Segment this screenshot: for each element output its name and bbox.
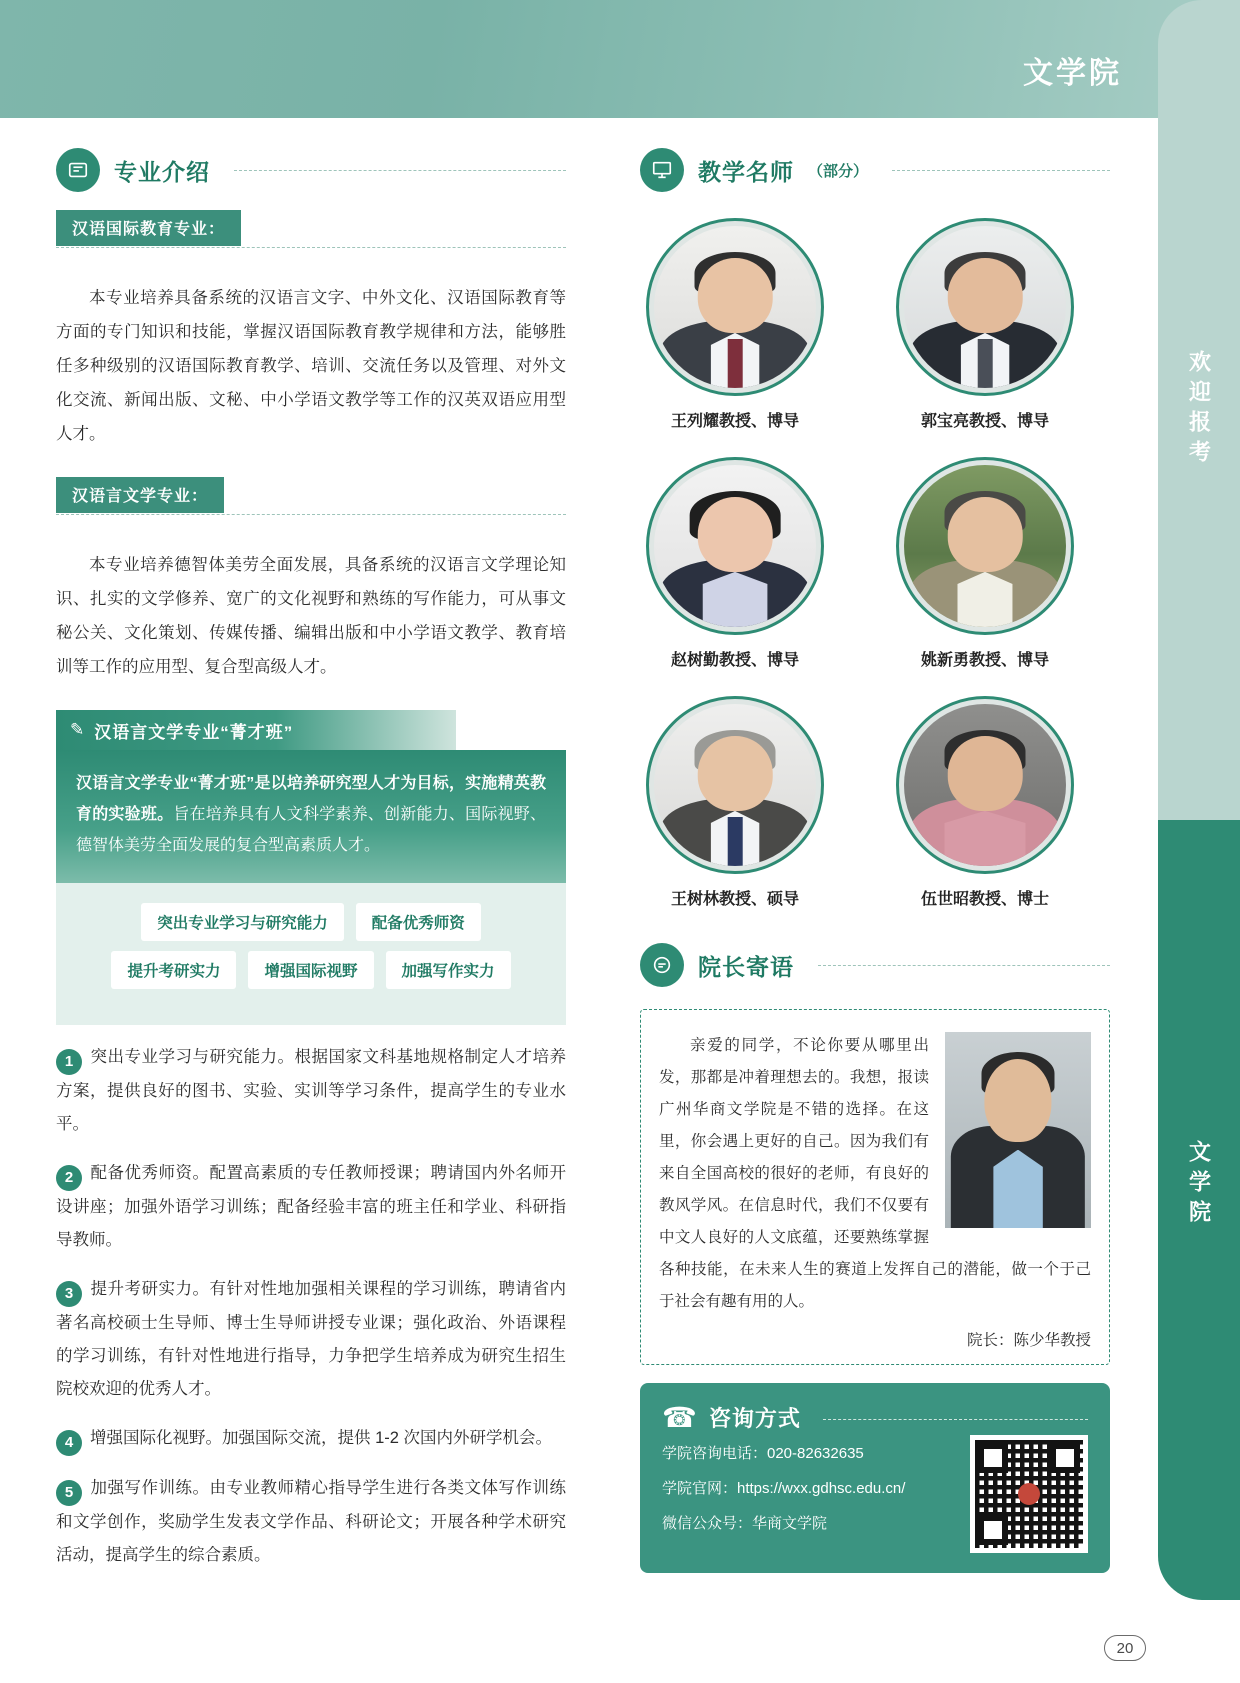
contact-title: 咨询方式 (708, 1406, 801, 1431)
teacher-card (640, 218, 830, 431)
jingcai-header (56, 710, 456, 750)
contact-header (662, 1401, 1088, 1434)
teacher-name: 伍世昭教授、博士 (920, 891, 1049, 908)
header-title: 文学院 (1023, 57, 1122, 90)
contact-phone: 学院咨询电话：020-82632635 (662, 1445, 864, 1462)
teacher-name: 王树林教授、硕导 (670, 891, 799, 908)
contact-card (640, 1383, 1110, 1573)
jingcai-item-text: 突出专业学习与研究能力。根据国家文科基地规格制定人才培养方案，提供良好的图书、实验、实训等学习条件，提高学生的专业水平。 (56, 1048, 566, 1133)
section-divider (818, 965, 1110, 966)
section-title-teachers: 教学名师 (698, 158, 794, 185)
major-block-1 (56, 210, 566, 451)
section-header-teachers (640, 148, 1110, 192)
jingcai-item-number: 2 (56, 1165, 82, 1191)
side-rail-college-label: 文学院 (1186, 1140, 1212, 1230)
teacher-photo (646, 457, 824, 635)
book-icon (56, 148, 100, 192)
dean-photo (945, 1032, 1091, 1228)
teacher-name: 赵树勤教授、博导 (670, 652, 799, 669)
teacher-card (890, 696, 1080, 909)
dean-message-box (640, 1009, 1110, 1365)
pencil-icon: ✎ (70, 720, 85, 739)
side-rail-welcome (1158, 0, 1240, 820)
jingcai-pill: 突出专业学习与研究能力 (141, 903, 344, 941)
jingcai-block (56, 710, 566, 1572)
side-rail-college (1158, 820, 1240, 1600)
section-subtitle-teachers: （部分） (808, 162, 869, 180)
teacher-photo (896, 218, 1074, 396)
jingcai-item-number: 1 (56, 1049, 82, 1075)
jingcai-item-text: 提升考研实力。有针对性地加强相关课程的学习训练，聘请省内著名高校硕士生导师、博士生导师讲授专业课；强化政治、外语课程的学习训练，有针对性地进行指导，力争把学生培养成为研究生招生院校欢迎的优秀人才。 (56, 1280, 566, 1398)
teacher-photo (896, 457, 1074, 635)
page-number: 20 (1104, 1635, 1146, 1661)
jingcai-pill: 配备优秀师资 (356, 903, 481, 941)
jingcai-pill: 增强国际视野 (248, 951, 373, 989)
jingcai-item (56, 1273, 566, 1406)
teacher-card (890, 218, 1080, 431)
major-tag-rule-2 (56, 512, 566, 542)
teacher-card (640, 696, 830, 909)
left-column (56, 148, 566, 1572)
jingcai-item (56, 1041, 566, 1141)
contact-wechat: 微信公众号：华商文学院 (662, 1515, 828, 1532)
teacher-icon (640, 148, 684, 192)
jingcai-item-text: 加强写作训练。由专业教师精心指导学生进行各类文体写作训练和文学创作，奖励学生发表文学作品、科研论文；开展各种学术研究活动，提高学生的综合素质。 (56, 1479, 566, 1564)
contact-divider (823, 1419, 1088, 1420)
jingcai-item-text: 配备优秀师资。配置高素质的专任教师授课；聘请国内外名师开设讲座；加强外语学习训练；配备经验丰富的班主任和学业、科研指导教师。 (56, 1164, 566, 1249)
major-tag-1: 汉语国际教育专业： (56, 210, 241, 246)
jingcai-item (56, 1422, 566, 1456)
jingcai-lead-rest: 旨在培养具有人文科学素养、创新能力、国际视野、德智体美劳全面发展的复合型高素质人才。 (76, 806, 546, 854)
teacher-name: 王列耀教授、博导 (670, 413, 799, 430)
teacher-card (890, 457, 1080, 670)
jingcai-pill-row-2 (74, 951, 548, 989)
jingcai-pill-row-1 (74, 903, 548, 941)
section-divider (892, 170, 1110, 171)
teacher-card (640, 457, 830, 670)
major-text-2: 本专业培养德智体美劳全面发展，具备系统的汉语言文学理论知识、扎实的文学修养、宽广的文化视野和熟练的写作能力，可从事文秘公关、文化策划、传媒传播、编辑出版和中小学语文教学、教育培训等工作的应用型、复合型高级人才。 (56, 556, 566, 676)
teacher-grid (640, 218, 1110, 909)
jingcai-item-number: 3 (56, 1281, 82, 1307)
contact-website[interactable]: 学院官网：https://wxx.gdhsc.edu.cn/ (662, 1480, 906, 1497)
telephone-icon: ☎ (662, 1402, 697, 1433)
section-header-major-intro (56, 148, 566, 192)
section-title-major-intro: 专业介绍 (114, 158, 210, 185)
section-title-dean: 院长寄语 (698, 953, 794, 980)
jingcai-item-number: 4 (56, 1430, 82, 1456)
jingcai-item-number: 5 (56, 1480, 82, 1506)
jingcai-pill: 提升考研实力 (111, 951, 236, 989)
jingcai-lead (56, 750, 566, 883)
jingcai-lead-bold: 汉语言文学专业“菁才班”是以培养研究型人才为目标，实施精英教育的实验班。 (76, 775, 546, 823)
qr-code[interactable] (970, 1435, 1088, 1553)
jingcai-title: 汉语言文学专业“菁才班” (94, 722, 294, 742)
side-rail-welcome-label: 欢迎报考 (1186, 350, 1212, 470)
section-header-dean (640, 943, 1110, 987)
jingcai-panel (56, 883, 566, 1025)
teacher-name: 郭宝亮教授、博导 (920, 413, 1049, 430)
teacher-photo (896, 696, 1074, 874)
teacher-name: 姚新勇教授、博导 (920, 652, 1049, 669)
major-text-1: 本专业培养具备系统的汉语言文字、中外文化、汉语国际教育等方面的专门知识和技能，掌握汉语国际教育教学规律和方法，能够胜任多种级别的汉语国际教育教学、培训、交流任务以及管理、对外文化交流、新闻出版、文秘、中小学语文教学等工作的汉英双语应用型人才。 (56, 289, 566, 443)
major-block-2 (56, 477, 566, 684)
major-tag-2: 汉语言文学专业： (56, 477, 224, 513)
jingcai-pill: 加强写作实力 (386, 951, 511, 989)
dean-message-text: 亲爱的同学，不论你要从哪里出发，那都是冲着理想去的。我想，报读广州华商文学院是不错的选择。在这里，你会遇上更好的自己。因为我们有来自全国高校的很好的老师，有良好的教风学风。在信息时代，我们不仅要有中文人良好的人文底蕴，还要熟练掌握各种技能，在未来人生的赛道上发挥自己的潜能，做一个于己于社会有趣有用的人。 (659, 1037, 1091, 1310)
right-column (640, 148, 1110, 1573)
jingcai-item (56, 1472, 566, 1572)
teacher-photo (646, 696, 824, 874)
jingcai-item-text: 增强国际化视野。加强国际交流，提供 1-2 次国内外研学机会。 (90, 1429, 553, 1447)
major-tag-rule-1 (56, 245, 566, 275)
page-header (0, 0, 1240, 118)
dean-signature: 院长：陈少华教授 (966, 1332, 1091, 1349)
message-icon (640, 943, 684, 987)
teacher-photo (646, 218, 824, 396)
jingcai-item (56, 1157, 566, 1257)
section-divider (234, 170, 566, 171)
